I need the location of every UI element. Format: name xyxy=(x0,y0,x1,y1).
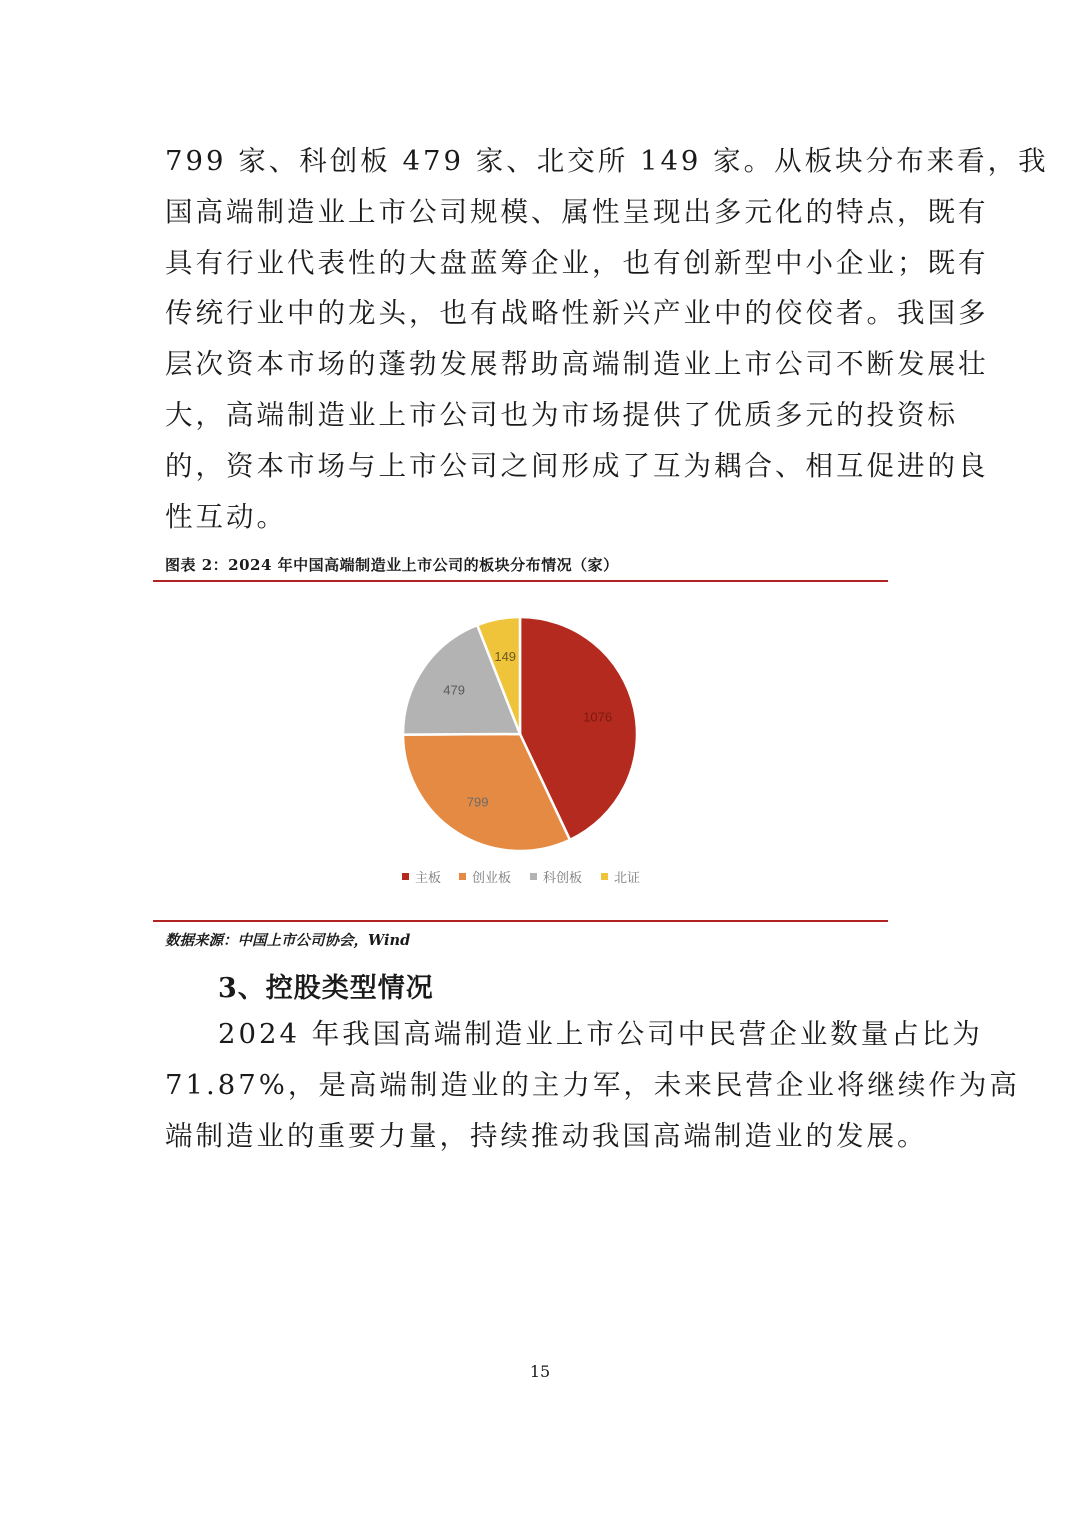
text-line: 71.87%，是高端制造业的主力军，未来民营企业将继续作为高 xyxy=(165,1068,1020,1101)
text-line: 具有行业代表性的大盘蓝筹企业，也有创新型中小企业；既有 xyxy=(165,246,989,279)
data-label-chinext: 799 xyxy=(466,794,489,810)
text-line: 端制造业的重要力量，持续推动我国高端制造业的发展。 xyxy=(165,1119,928,1152)
data-label-mainboard: 1076 xyxy=(583,709,613,725)
data-label-bse: 149 xyxy=(494,648,517,664)
text-line: 799 家、科创板 479 家、北交所 149 家。从板块分布来看，我 xyxy=(165,145,1049,177)
chart-legend xyxy=(402,870,640,886)
legend-label-mainboard: 主板 xyxy=(415,871,442,886)
text-line: 大，高端制造业上市公司也为市场提供了优质多元的投资标 xyxy=(165,398,958,431)
caption-rule xyxy=(153,580,888,582)
text-line: 2024 年我国高端制造业上市公司中民营企业数量占比为 xyxy=(218,1018,983,1050)
text-line: 传统行业中的龙头，也有战略性新兴产业中的佼佼者。我国多 xyxy=(165,297,989,330)
pie-chart xyxy=(153,590,888,910)
section-heading: 3、控股类型情况 xyxy=(218,973,434,1004)
text-line: 国高端制造业上市公司规模、属性呈现出多元化的特点，既有 xyxy=(165,195,989,228)
figure-caption: 图表 2：2024 年中国高端制造业上市公司的板块分布情况（家） xyxy=(165,556,619,574)
pie-slices xyxy=(403,617,637,851)
intro-paragraph xyxy=(165,136,1049,542)
source-rule xyxy=(153,920,888,922)
legend-label-bse: 北证 xyxy=(614,871,641,886)
legend-label-star: 科创板 xyxy=(543,871,583,886)
section-paragraph xyxy=(165,1009,1020,1161)
text-line: 层次资本市场的蓬勃发展帮助高端制造业上市公司不断发展壮 xyxy=(165,348,989,381)
legend-swatch-chinext xyxy=(459,873,466,880)
legend-swatch-star xyxy=(530,873,537,880)
legend-swatch-bse xyxy=(601,873,608,880)
legend-label-chinext: 创业板 xyxy=(472,871,512,886)
data-source-note: 数据来源：中国上市公司协会，Wind xyxy=(165,932,411,949)
page-number: 15 xyxy=(529,1362,551,1381)
text-line: 性互动。 xyxy=(165,500,287,533)
text-line: 的，资本市场与上市公司之间形成了互为耦合、相互促进的良 xyxy=(165,449,989,482)
legend-swatch-mainboard xyxy=(402,873,409,880)
data-label-star: 479 xyxy=(443,682,465,698)
